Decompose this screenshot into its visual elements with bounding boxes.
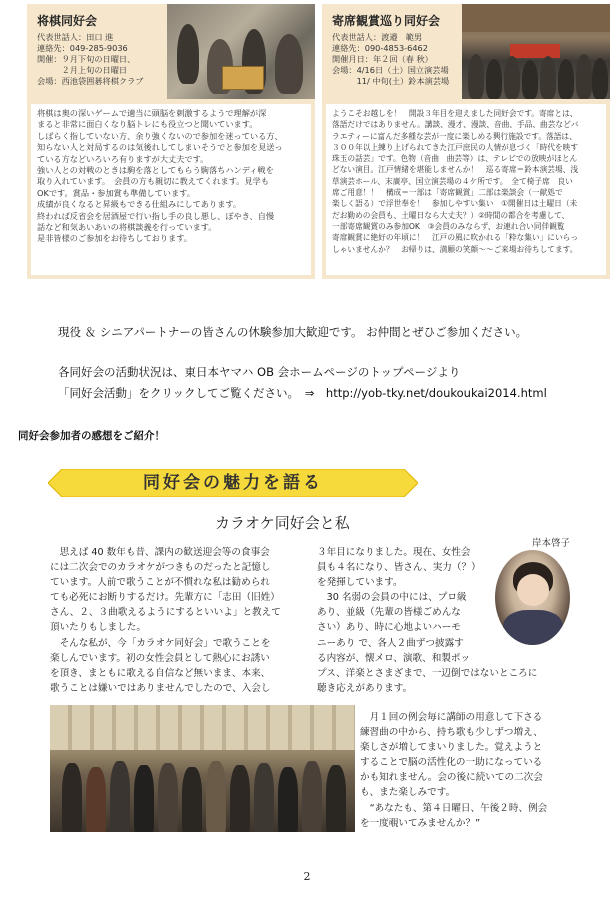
body-line: しゃいませんか？ お帰りは、満願の笑顔～～ご来場お待ちしてます。 <box>332 244 578 254</box>
article-line: も、また楽しみです。 <box>360 787 456 799</box>
article-line: ても必死にお断りするだけ。先輩方に「志田（旧姓） <box>50 592 280 604</box>
body-line: 将棋は奥の深いゲームで適当に頭脳を刺激するようで理解が深 <box>37 108 267 118</box>
body-line: 一部寄席観賞のみ参加OK ③会員のみならず、お連れ合い同伴観覧 <box>332 221 565 231</box>
article-line: さん、２、３曲歌えるようにするといいよ」と教えて <box>50 607 281 619</box>
article-line: 思えば 40 数年も昔、課内の歓送迎会等の食事会 <box>50 547 270 558</box>
article-line: さい）あり、時に心地よいハーモ <box>317 622 461 634</box>
body-line: 落語だけではありません。講談、漫才、漫談、音曲、手品、曲芸などバ <box>332 120 579 130</box>
rakugo-club-photo <box>462 4 610 99</box>
shogi-club-title: 将棋同好会 <box>37 14 98 28</box>
banner-text: 同好会の魅力を語る <box>143 473 323 493</box>
info-line: 連絡先：090-4853-6462 <box>332 43 428 53</box>
charm-banner <box>48 469 418 497</box>
article-line: 員も４名になり、皆さん、実力（？） <box>317 562 481 574</box>
body-line: ようこそお越しを！ 開設３年目を迎えました同好会です。寄席とは、 <box>332 109 578 118</box>
article-line: ３年目になりました。現在、女性会 <box>317 547 471 558</box>
article-line: を発揮しています。 <box>317 577 403 589</box>
article-line: することで脳の活性化の一助になっている <box>360 757 543 769</box>
article-line: そんな私が、今「カラオケ同好会」で歌うことを <box>50 637 271 649</box>
article-author: 岸本啓子 <box>532 538 571 549</box>
info-line: 開催：９月下旬の日曜日、 <box>37 54 136 64</box>
body-line: ている方などいろいろ有りますが大丈夫です。 <box>37 153 209 164</box>
karaoke-group-photo <box>50 705 355 832</box>
body-line: どない演目。江戸情緒を堪能しませんか！ 巡る寄席＝鈴本演芸場、浅 <box>332 165 579 175</box>
article-line: 頂いたりもしました。 <box>50 622 146 634</box>
article-line: ています。人前で歌うことが不慣れな私は勧められ <box>50 577 270 589</box>
article-line: 楽しんでいます。初の女性会員として熱心にお誘い <box>50 652 270 664</box>
body-line: 寄席観賞に絶好の年頃に！ 江戸の風に吹かれる「粋な集い」にいらっ <box>332 233 579 243</box>
body-line: 強い人との対戦のときは駒を落としてもらう駒落ちハンディ戦を <box>37 165 274 176</box>
article-line: 30 名弱の会員の中には、プロ級 <box>317 592 467 604</box>
info-line: 会場：西池袋囲碁将棋クラブ <box>37 76 144 86</box>
body-line: OKです。賞品・参加賞も準備しています。 <box>37 187 195 198</box>
article-line: 月１回の例会毎に講師の用意して下さる <box>360 712 543 723</box>
body-line: 成績が良くなると昇級もできる仕組みにしてあります。 <box>37 199 242 210</box>
article-line: 歌うことは嫌いではありませんでしたので、入会し <box>50 682 271 694</box>
body-line: ３００年以上練り上げられてきた江戸庶民の人情が息づく「時代を映す <box>332 142 579 152</box>
info-line: 連絡先：049-285-9036 <box>37 43 128 53</box>
page-number: 2 <box>303 870 311 883</box>
info-line: 代表世話人：田口 進 <box>37 32 114 42</box>
body-line: まると非常に面白くなり脳トレにも役立つと聞いています。 <box>37 119 258 130</box>
body-line: 取り入れています。 会員の方も親切に教えてくれます。見学も <box>37 176 270 187</box>
shogi-club-photo <box>167 4 315 99</box>
rakugo-club-box <box>322 4 610 279</box>
body-line: 楽しく語る）で浮世奉を！ 参加しやすい集い ①開催日は土曜日（未 <box>332 199 578 209</box>
article-col2-bottom <box>360 710 610 831</box>
rakugo-club-description <box>326 104 606 275</box>
announce-welcome: 現役 ＆ シニアパートナーの皆さんの休験参加大歓迎です。 お仲間とぜひご参加ください。 <box>58 325 528 339</box>
rakugo-club-info <box>332 32 449 87</box>
article-col2-wide <box>317 651 567 696</box>
article-line: かも知れません。会の後に続いての二次会 <box>360 772 543 784</box>
info-line: 会場：4/16日（土）国立演芸場 <box>332 65 449 75</box>
article-line: 練習曲の中から、持ち歌も少しずつ増え、 <box>360 727 543 739</box>
body-line: 珠玉の話芸」です。色物（音曲 曲芸等）は、テレビでの放映がほとん <box>332 154 578 164</box>
body-line: 席ご用意！！ 構成＝一部は「寄席観賞」二部は楽談会（一献処で <box>332 188 563 198</box>
info-line: 代表世話人：渡邉 範男 <box>332 32 423 42</box>
body-line: 草演芸ホール、末廣亭、国立演芸場の４ケ所です。 全て椅子席 良い <box>332 176 573 186</box>
body-line: 是非皆様のご参加をお待ちしております。 <box>37 233 192 244</box>
article-line: を頂き、まともに歌える自信など無いまま、本来、 <box>50 667 271 679</box>
info-line: 開催月日：年２回（春 秋） <box>332 54 433 64</box>
article-line: “あなたも、第４日曜日、午後２時、例会 <box>360 802 548 814</box>
shogi-club-description <box>31 104 311 275</box>
article-line: プス、洋楽とさまざまで、一辺倒ではないところに <box>317 668 538 680</box>
article-title: カラオケ同好会と私 <box>215 514 350 532</box>
article-col1 <box>50 545 310 696</box>
section-heading: 同好会参加者の感想をご紹介！ <box>18 430 165 442</box>
announce-status: 各同好会の活動状況は、東日本ヤマハ OB 会ホームページのトップページより <box>58 365 461 379</box>
article-col2-top <box>317 545 495 651</box>
article-line: ニーあり で、各人２曲ずつ披露す <box>317 637 464 649</box>
rakugo-club-title: 寄席観賞巡り同好会 <box>332 14 441 28</box>
shogi-club-info <box>37 32 143 87</box>
info-line: 11/ 中旬(土）鈴本演芸場 <box>332 76 450 86</box>
body-line: 知らない人と対局するのは気後れしてしまいそうでと参加を見送っ <box>37 142 283 153</box>
article-line: る内容が、懐メロ、演歌、和製ポッ <box>317 653 471 664</box>
article-line: あり、並級（先輩の皆様ごめんな <box>317 607 461 619</box>
article-line: には二次会でのカラオケがつきものだったと記憶し <box>50 562 271 574</box>
announce-link-line[interactable]: 「同好会活動」をクリックしてご覧ください。 ⇒ http://yob-tky.net/doukoukai2014.html <box>58 386 547 400</box>
body-line: 終われば反省会を居酒屋で行い指し手の良し悪し、ぼやき、自慢 <box>37 210 275 221</box>
article-line: 楽しさが増してまいりました。覚えようと <box>360 742 543 754</box>
shogi-club-box <box>27 4 315 279</box>
body-line: ラエティーに富んだ多種な芸が一度に楽しめる興行施設です。落語は、 <box>332 131 577 141</box>
author-portrait <box>495 550 570 645</box>
article-line: 聴き応えがあります。 <box>317 683 413 695</box>
body-line: しばらく指していない方、余り強くないので参加を迷っている方、 <box>37 130 283 141</box>
body-line: だお勤めの会員も、土曜日なら大丈夫？）②時間の都合を考慮して、 <box>332 210 570 220</box>
info-line: ２月上旬の日曜日 <box>37 65 128 75</box>
article-line: を一度覗いてみませんか？” <box>360 817 481 829</box>
body-line: 話など和気あいあいの将棋談義を行っています。 <box>37 222 217 233</box>
